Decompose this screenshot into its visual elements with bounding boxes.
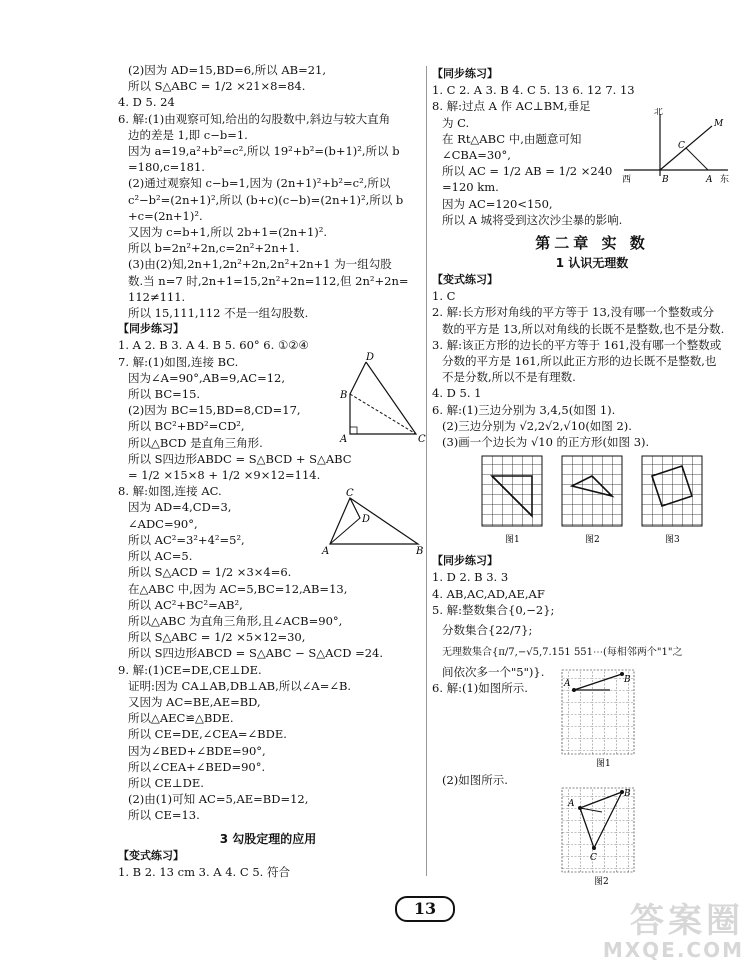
text-line: 9. 解:(1)CE=DE,CE⊥DE. — [118, 662, 262, 677]
quadrilateral-outline — [350, 362, 416, 434]
watermark-logo-text: 答案圈 — [630, 901, 744, 941]
grid-figures-row — [472, 454, 712, 550]
text-line: 所以 AC²+BC²=AB², — [128, 597, 243, 612]
text-line: (3)由(2)知,2n+1,2n²+2n,2n²+2n+1 为一组勾股 — [128, 257, 392, 272]
text-line: c²−b²=(2n+1)²,所以 (b+c)(c−b)=(2n+1)²,所以 b — [128, 192, 404, 207]
text-line: 所以 S四边形ABDC = S△BCD + S△ABC — [128, 451, 352, 466]
text-line: 所以 S△ABC = 1/2 ×21×8=84. — [128, 79, 306, 94]
text-line: (2)通过观察知 c−b=1,因为 (2n+1)²+b²=c²,所以 — [128, 176, 391, 191]
grid-figure-3 — [642, 456, 702, 526]
triangle-outline — [330, 498, 418, 544]
section-title: 3 勾股定理的应用 — [219, 831, 317, 846]
line-ac — [686, 148, 708, 170]
text-line: 8. 解:如图,连接 AC. — [118, 484, 222, 499]
label-a: A — [568, 799, 575, 809]
label-c: C — [678, 141, 685, 151]
label-d: D — [366, 352, 375, 363]
text-line: 1. A 2. B 3. A 4. B 5. 60° 6. ①②④ — [118, 338, 309, 353]
text-line: (2)由(1)可知 AC=5,AE=BD=12, — [128, 792, 309, 807]
text-line: 无理数集合{π/7,−√5,7.151 551⋯(每相邻两个"1"之 — [442, 647, 683, 659]
figure-compass-bearing — [620, 108, 732, 188]
label-d: D — [362, 514, 371, 525]
caption: 图1 — [596, 759, 611, 769]
text-line: 证明:因为 CA⊥AB,DB⊥AB,所以∠A=∠B. — [128, 678, 352, 693]
grid-caption-1: 图1 — [505, 535, 520, 546]
text-line: 所以 CE=DE,∠CEA=∠BDE. — [128, 727, 287, 742]
chapter-title: 第二章 实 数 — [535, 234, 649, 253]
text-line: 分数的平方是 161,所以此正方形的边长既不是整数,也 — [442, 354, 717, 369]
text-line: 所以△BCD 是直角三角形. — [128, 435, 263, 450]
text-line: ∠CBA=30°, — [442, 148, 511, 163]
text-line: 3. 解:该正方形的边长的平方等于 161,没有哪一个整数或 — [432, 337, 722, 352]
page-number: 13 — [395, 896, 455, 922]
label-b: B — [340, 390, 348, 401]
text-line: 8. 解:过点 A 作 AC⊥BM,垂足 — [432, 99, 591, 114]
text-line: 因为∠BED+∠BDE=90°, — [128, 743, 266, 758]
text-line: 数的平方是 13,所以对角线的长既不是整数,也不是分数. — [442, 321, 725, 336]
label-m: M — [714, 119, 724, 129]
point-a — [572, 688, 576, 692]
section-tag: 【变式练习】 — [118, 848, 184, 862]
text-line: 所以△AEC≌△BDE. — [128, 711, 234, 726]
text-line: 所以 CE⊥DE. — [128, 775, 204, 790]
text-line: 1. D 2. B 3. 3 — [432, 570, 509, 585]
text-line: 所以 A 城将受到这次沙尘暴的影响. — [442, 212, 623, 227]
label-c: C — [590, 853, 597, 863]
label-north: 北 — [654, 108, 664, 117]
dashed-line-bc — [350, 394, 416, 434]
text-line: 1. C — [432, 289, 456, 304]
text-line: 间依次多一个"5")}. — [442, 665, 545, 680]
text-line: 1. B 2. 13 cm 3. A 4. C 5. 符合 — [118, 864, 290, 879]
point-c — [592, 846, 596, 850]
text-line: 所以 AC=5. — [128, 549, 193, 564]
text-line: 所以 15,111,112 不是一组勾股数. — [128, 306, 309, 321]
grid-figure-1 — [482, 456, 542, 526]
text-line: 所以△ABC 为直角三角形,且∠ACB=90°, — [128, 613, 343, 628]
text-line: 因为 a=19,a²+b²=c²,所以 19²+b²=(b+1)²,所以 b — [128, 144, 400, 159]
text-line: (2)如图所示. — [442, 773, 508, 787]
text-line: 所以 S△ABC = 1/2 ×5×12=30, — [128, 630, 306, 645]
text-line: 不是分数,所以不是有理数. — [442, 370, 576, 385]
text-line: 所以∠CEA+∠BED=90°. — [128, 759, 266, 774]
section-tag: 【变式练习】 — [432, 273, 498, 287]
text-line: 为 C. — [442, 115, 470, 130]
text-line: 因为 AD=4,CD=3, — [128, 500, 232, 515]
text-line: (3)画一个边长为 √10 的正方形(如图 3). — [442, 435, 650, 450]
label-c: C — [346, 488, 354, 499]
text-line: 5. 解:整数集合{0,−2}; — [432, 602, 555, 617]
section-title: 1 认识无理数 — [555, 256, 629, 271]
grid-caption-3: 图3 — [665, 535, 680, 546]
label-b: B — [416, 546, 424, 556]
text-line: = 1/2 ×15×8 + 1/2 ×9×12=114. — [128, 468, 321, 483]
watermark-url: MXQE.COM — [602, 938, 744, 962]
caption: 图2 — [594, 877, 609, 887]
text-line: 分数集合{22/7}; — [442, 623, 533, 638]
text-line: 所以 b=2n²+2n,c=2n²+2n+1. — [128, 241, 300, 256]
text-line: (2)因为 BC=15,BD=8,CD=17, — [128, 403, 301, 418]
right-angle-mark — [350, 427, 357, 434]
text-line: 2. 解:长方形对角线的平方等于 13,没有哪一个整数或分 — [432, 305, 714, 320]
text-line: 112≠111. — [128, 289, 186, 304]
label-a: A — [340, 434, 348, 444]
label-west: 西 — [622, 175, 632, 185]
text-line: 所以 BC²+BD²=CD², — [128, 419, 245, 434]
grid-figure-2 — [562, 456, 622, 526]
text-line: +c=(2n+1)². — [128, 208, 203, 223]
text-line: 又因为 AC=BE,AE=BD, — [128, 694, 261, 709]
point-a — [578, 806, 582, 810]
text-line: 在 Rt△ABC 中,由题意可知 — [442, 131, 582, 146]
left-column — [118, 62, 418, 880]
text-line: ∠ADC=90°, — [128, 516, 198, 531]
grid-figure-6-2 — [556, 784, 646, 890]
text-line: 所以 S△ACD = 1/2 ×3×4=6. — [128, 565, 292, 580]
text-line: 4. AB,AC,AD,AE,AF — [432, 586, 545, 601]
text-line: 因为 AC=120<150, — [442, 196, 553, 211]
figure-quadrilateral-abdc — [336, 352, 426, 444]
label-a: A — [706, 175, 713, 185]
grid-caption-2: 图2 — [585, 535, 600, 546]
label-a: A — [322, 546, 330, 556]
label-b: B — [624, 675, 631, 685]
figure-quadrilateral-abcd — [320, 488, 425, 556]
text-line: 4. D 5. 24 — [118, 95, 175, 110]
grid-figure-6-1 — [556, 666, 646, 770]
text-line: 所以 CE=13. — [128, 808, 200, 823]
text-line: (2)因为 AD=15,BD=6,所以 AB=21, — [128, 63, 327, 77]
text-line: 6. 解:(1)如图所示. — [432, 681, 528, 696]
section-tag: 【同步练习】 — [432, 67, 498, 80]
text-line: =180,c=181. — [128, 160, 205, 175]
text-line: 又因为 c=b+1,所以 2b+1=(2n+1)². — [128, 225, 328, 240]
text-line: =120 km. — [442, 180, 499, 195]
text-line: 所以 AC = 1/2 AB = 1/2 ×240 — [442, 164, 613, 179]
label-east: 东 — [720, 175, 730, 185]
text-line: 6. 解:(1)由观察可知,给出的勾股数中,斜边与较大直角 — [118, 111, 391, 126]
section-tag: 【同步练习】 — [118, 322, 184, 336]
section-tag: 【同步练习】 — [432, 554, 498, 568]
text-line: 所以 S四边形ABCD = S△ABC − S△ACD =24. — [128, 646, 384, 661]
point-d-lines — [330, 498, 360, 544]
text-line: 所以 AC²=3²+4²=5², — [128, 532, 245, 547]
text-line: (2)三边分别为 √2,2√2,√10(如图 2). — [442, 418, 632, 433]
text-line: 边的差是 1,即 c−b=1. — [128, 127, 248, 142]
label-b: B — [624, 789, 631, 799]
text-line: 1. C 2. A 3. B 4. C 5. 13 6. 12 7. 13 — [432, 83, 635, 98]
text-line: 数.当 n=7 时,2n+1=15,2n²+2n=112,但 2n²+2n= — [128, 273, 409, 288]
text-line: 因为∠A=90°,AB=9,AC=12, — [128, 370, 286, 385]
label-a: A — [564, 679, 571, 689]
column-divider — [426, 66, 427, 876]
label-c: C — [418, 434, 426, 444]
text-line: 6. 解:(1)三边分别为 3,4,5(如图 1). — [432, 402, 616, 417]
text-line: 在△ABC 中,因为 AC=5,BC=12,AB=13, — [128, 581, 348, 596]
text-line: 所以 BC=15. — [128, 387, 201, 402]
watermark — [603, 903, 744, 961]
text-line: 7. 解:(1)如图,连接 BC. — [118, 354, 239, 369]
label-b: B — [662, 175, 669, 185]
text-line: 4. D 5. 1 — [432, 386, 482, 401]
